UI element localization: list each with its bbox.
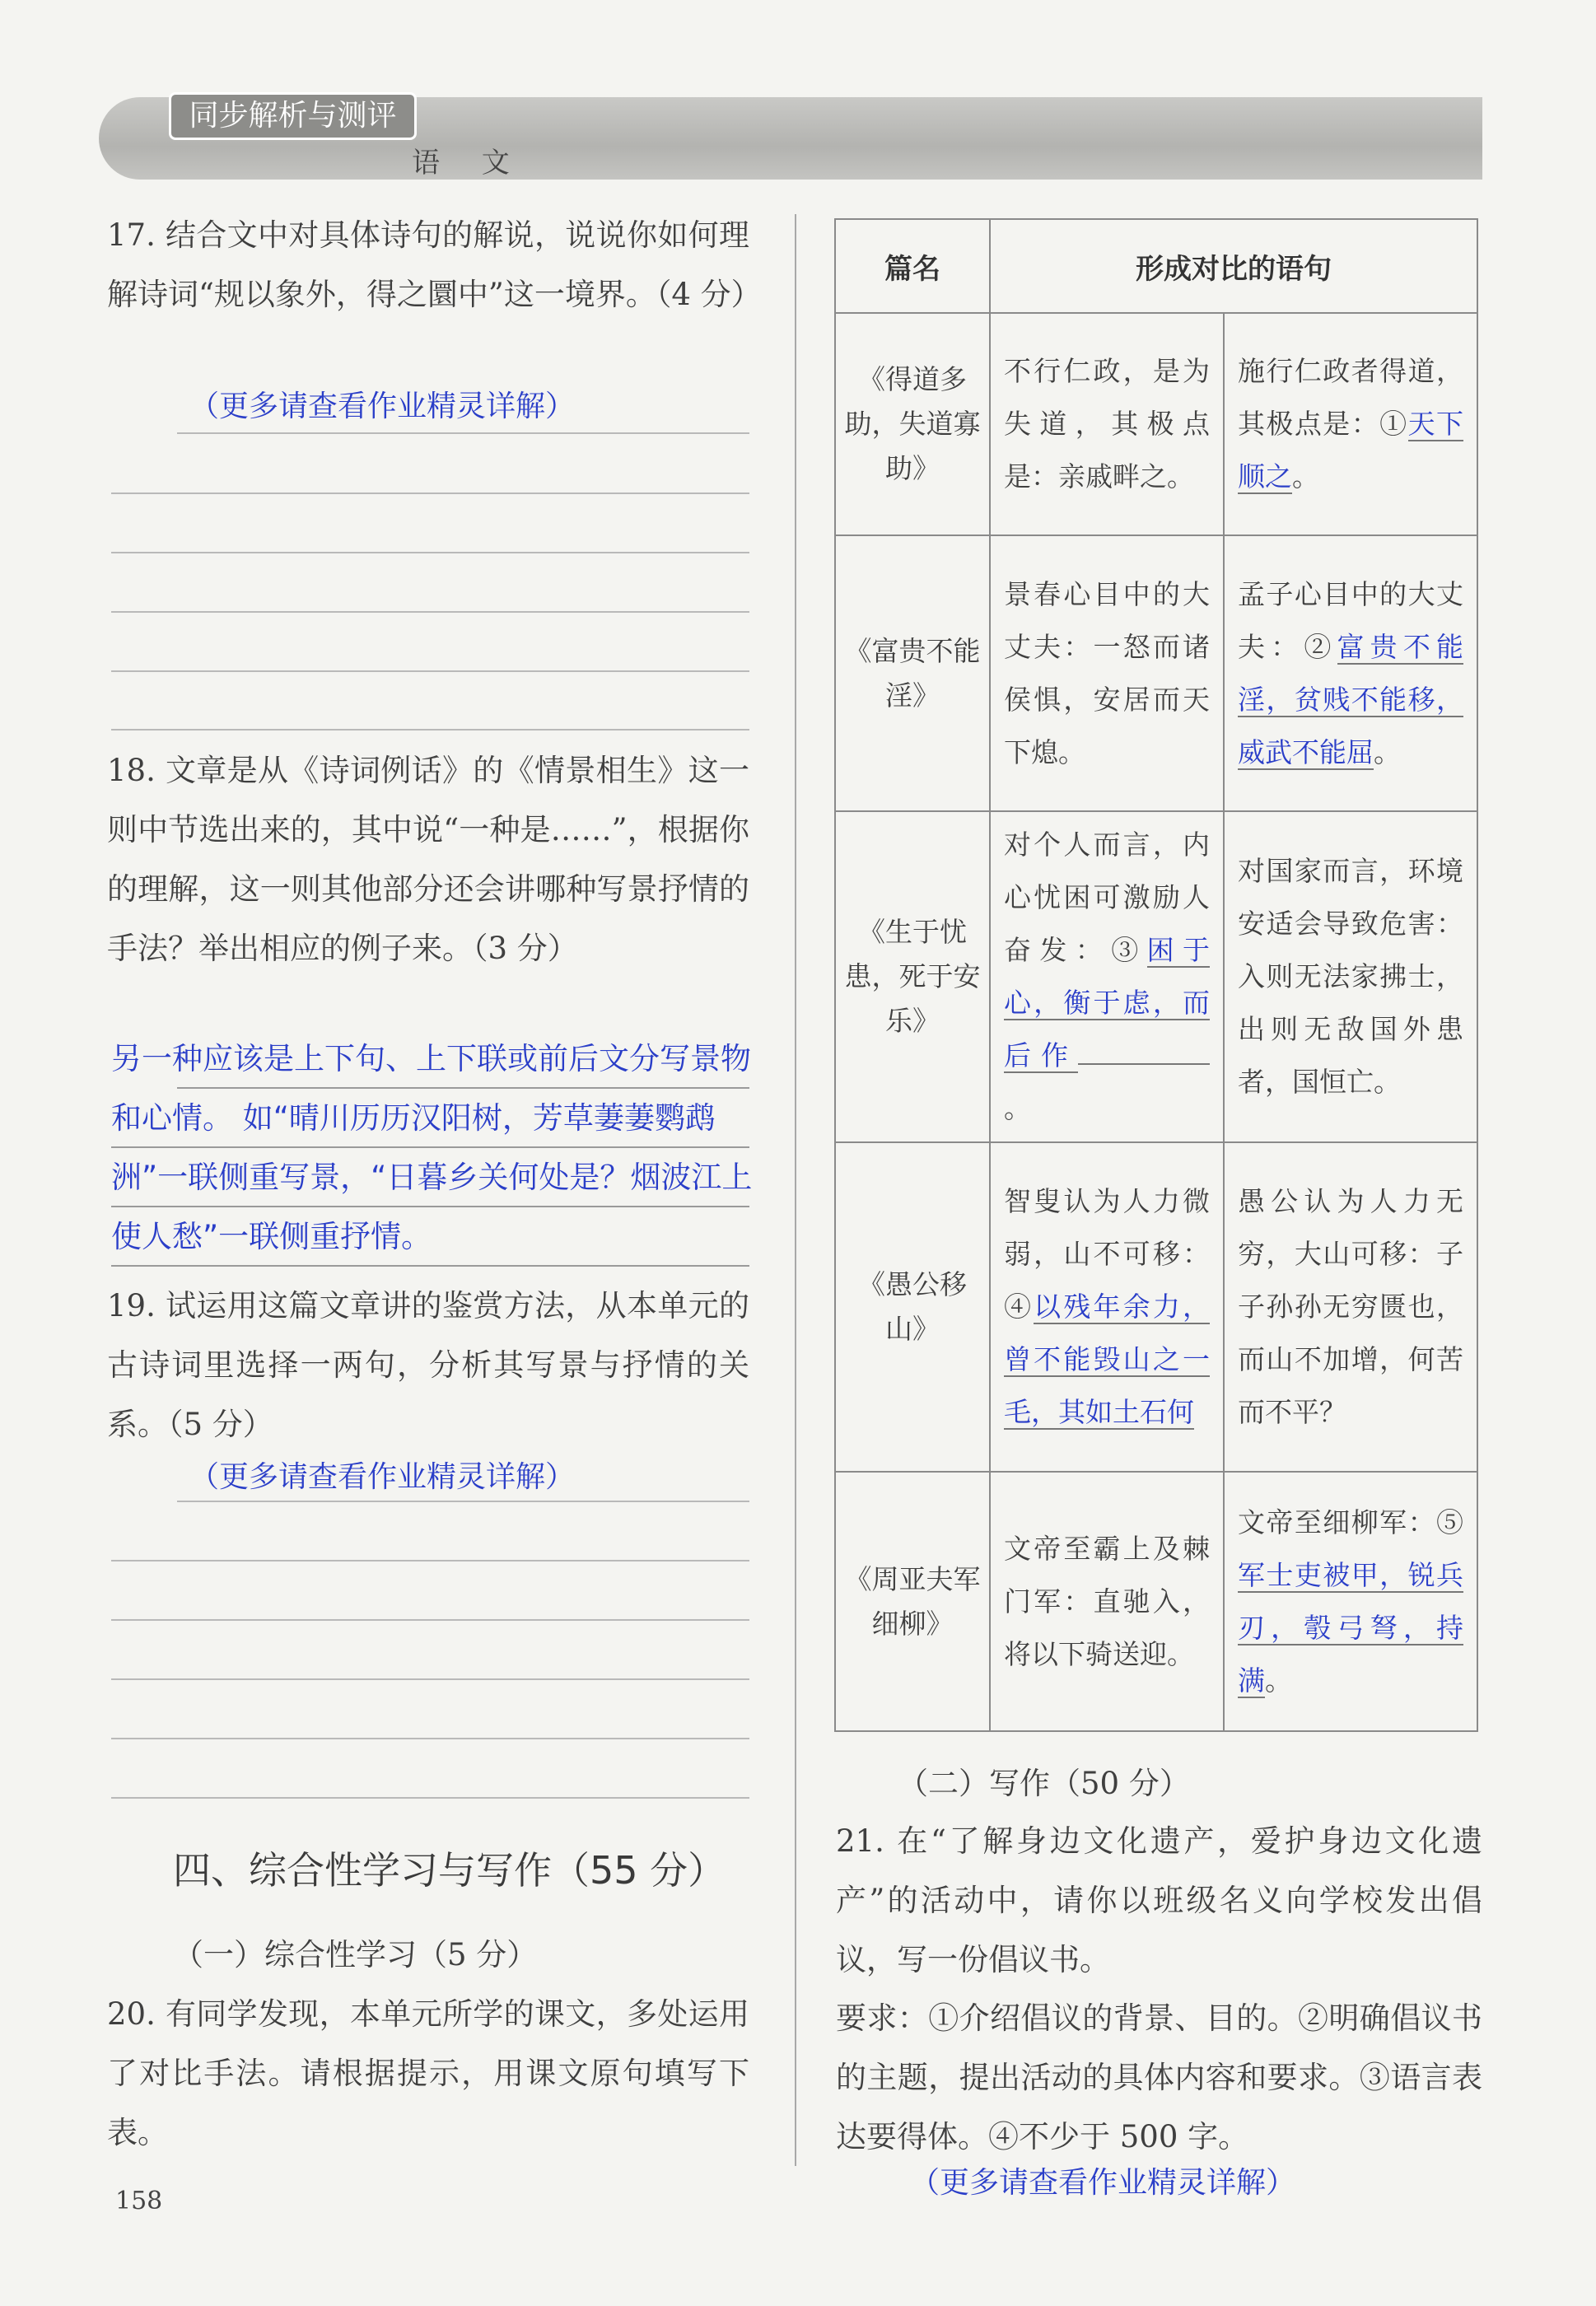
header-contrast: 形成对比的语句 [990, 219, 1477, 313]
left-cell: 景春心目中的大丈夫：一怒而诸侯惧，安居而天下熄。 [990, 535, 1224, 811]
handwritten-fill: 军士吏被甲，锐兵刃，彀弓弩，持满 [1238, 1558, 1463, 1697]
answer-line [111, 1560, 749, 1561]
right-cell: 对国家而言，环境安适会导致危害：入则无法家拂士，出则无敌国外患者，国恒亡。 [1224, 811, 1477, 1142]
q19-answer-link[interactable]: （更多请查看作业精灵详解） [189, 1460, 576, 1494]
subsection-heading: （一）综合性学习（5 分） [173, 1937, 538, 1972]
series-title: 同步解析与测评 [169, 92, 417, 140]
table-row [835, 1472, 1477, 1731]
answer-line [177, 432, 749, 434]
right-cell: 愚公认为人力无穷，大山可移：子子孙孙无穷匮也，而山不加增，何苦而不平？ [1224, 1142, 1477, 1472]
question-21: 21. 在“了解身边文化遗产，爱护身边文化遗产”的活动中，请你以班级名义向学校发出倡议，写一份倡议书。 [836, 1823, 1482, 1977]
left-cell: 不行仁政，是为失道，其极点是：亲戚畔之。 [990, 313, 1224, 535]
answer-line [111, 1678, 749, 1680]
table-row [835, 811, 1477, 1142]
answer-line [111, 1146, 749, 1148]
subsection-writing: （二）写作（50 分） [898, 1766, 1190, 1801]
table-row [835, 313, 1477, 535]
handwritten-fill: 困于心，衡于虑，而后作 [1004, 934, 1211, 1071]
q21-answer-link[interactable]: （更多请查看作业精灵详解） [910, 2166, 1296, 2200]
answer-line [111, 611, 749, 613]
answer-line [111, 670, 749, 672]
cell-text: 孟子心目中的大丈夫：② [1238, 577, 1463, 663]
row-title: 《周亚夫军细柳》 [835, 1472, 990, 1731]
answer-line [111, 1206, 749, 1207]
answer-line [177, 1087, 749, 1089]
answer-line [111, 729, 749, 731]
answer-line [177, 1501, 749, 1502]
table-row [835, 1142, 1477, 1472]
answer-line [111, 1619, 749, 1621]
subject-label: 语 文 [412, 147, 526, 180]
cell-text: 对个人而言，内心忧困可激励人奋发：③ [1004, 829, 1210, 966]
row-title: 《得道多助，失道寡助》 [835, 313, 990, 535]
row-title: 《生于忧患，死于安乐》 [835, 811, 990, 1142]
cell-text: 智叟认为人力微弱，山不可移：④ [1004, 1185, 1210, 1323]
cell-text: 文帝至细柳军：⑤ [1238, 1505, 1463, 1538]
cell-text: 施行仁政者得道，其极点是：① [1238, 355, 1463, 440]
question-19: 19. 试运用这篇文章讲的鉴赏方法，从本单元的古诗词里选择一两句，分析其写景与抒情的关系。（5 分） [107, 1288, 749, 1442]
handwritten-fill: 富贵不能淫，贫贱不能移，威武不能屈 [1238, 630, 1464, 768]
answer-line [111, 1797, 749, 1799]
table-row [835, 535, 1477, 811]
answer-line [111, 1738, 749, 1739]
handwritten-fill: 以残年余力，曾不能毁山之一毛，其如土石何 [1004, 1291, 1211, 1428]
left-cell: 文帝至霸上及棘门军：直驰入，将以下骑送迎。 [990, 1472, 1224, 1731]
row-title: 《富贵不能淫》 [835, 535, 990, 811]
question-20: 20. 有同学发现，本单元所学的课文，多处运用了对比手法。请根据提示，用课文原句填写下表。 [107, 1996, 749, 2150]
contrast-table [834, 218, 1478, 1732]
blank-line [1078, 1063, 1210, 1065]
answer-line [111, 492, 749, 494]
column-divider [795, 214, 796, 2166]
row-title: 《愚公移山》 [835, 1142, 990, 1472]
right-cell: 孟子心目中的大丈夫：②富贵不能淫，贫贱不能移，威武不能屈。 [1224, 535, 1477, 811]
header-title: 篇名 [835, 219, 990, 313]
handwritten-fill: 天下顺之 [1238, 408, 1464, 492]
page-number: 158 [115, 2187, 163, 2215]
q17-answer-link[interactable]: （更多请查看作业精灵详解） [189, 390, 576, 423]
q18-handwritten-answer: 另一种应该是上下句、上下联或前后文分写景物和心情。 如“晴川历历汉阳树，芳草萋萋鹦鹉洲”一联侧重写景，“日暮乡关何处是？烟波江上使人愁”一联侧重抒情。 [111, 1041, 753, 1254]
writing-requirements: 要求：①介绍倡议的背景、目的。②明确倡议书的主题，提出活动的具体内容和要求。③语言表达要得体。④不少于 500 字。 [836, 2000, 1482, 2154]
right-cell: 文帝至细柳军：⑤军士吏被甲，锐兵刃，彀弓弩，持满。 [1224, 1472, 1477, 1731]
right-cell: 施行仁政者得道，其极点是：①天下顺之。 [1224, 313, 1477, 535]
left-cell [990, 1142, 1224, 1472]
question-18: 18. 文章是从《诗词例话》的《情景相生》这一则中节选出来的，其中说“一种是……”，根据你的理解，这一则其他部分还会讲哪种写景抒情的手法？举出相应的例子来。（3 分） [107, 753, 749, 966]
left-cell: 对个人而言，内心忧困可激励人奋发：③困于心，衡于虑，而后作。 [990, 811, 1224, 1142]
answer-line [111, 552, 749, 553]
answer-line [111, 1265, 749, 1267]
section-heading: 四、综合性学习与写作（55 分） [173, 1848, 726, 1893]
question-17: 17. 结合文中对具体诗句的解说，说说你如何理解诗词“规以象外，得之圜中”这一境界。（4 分） [107, 217, 762, 312]
